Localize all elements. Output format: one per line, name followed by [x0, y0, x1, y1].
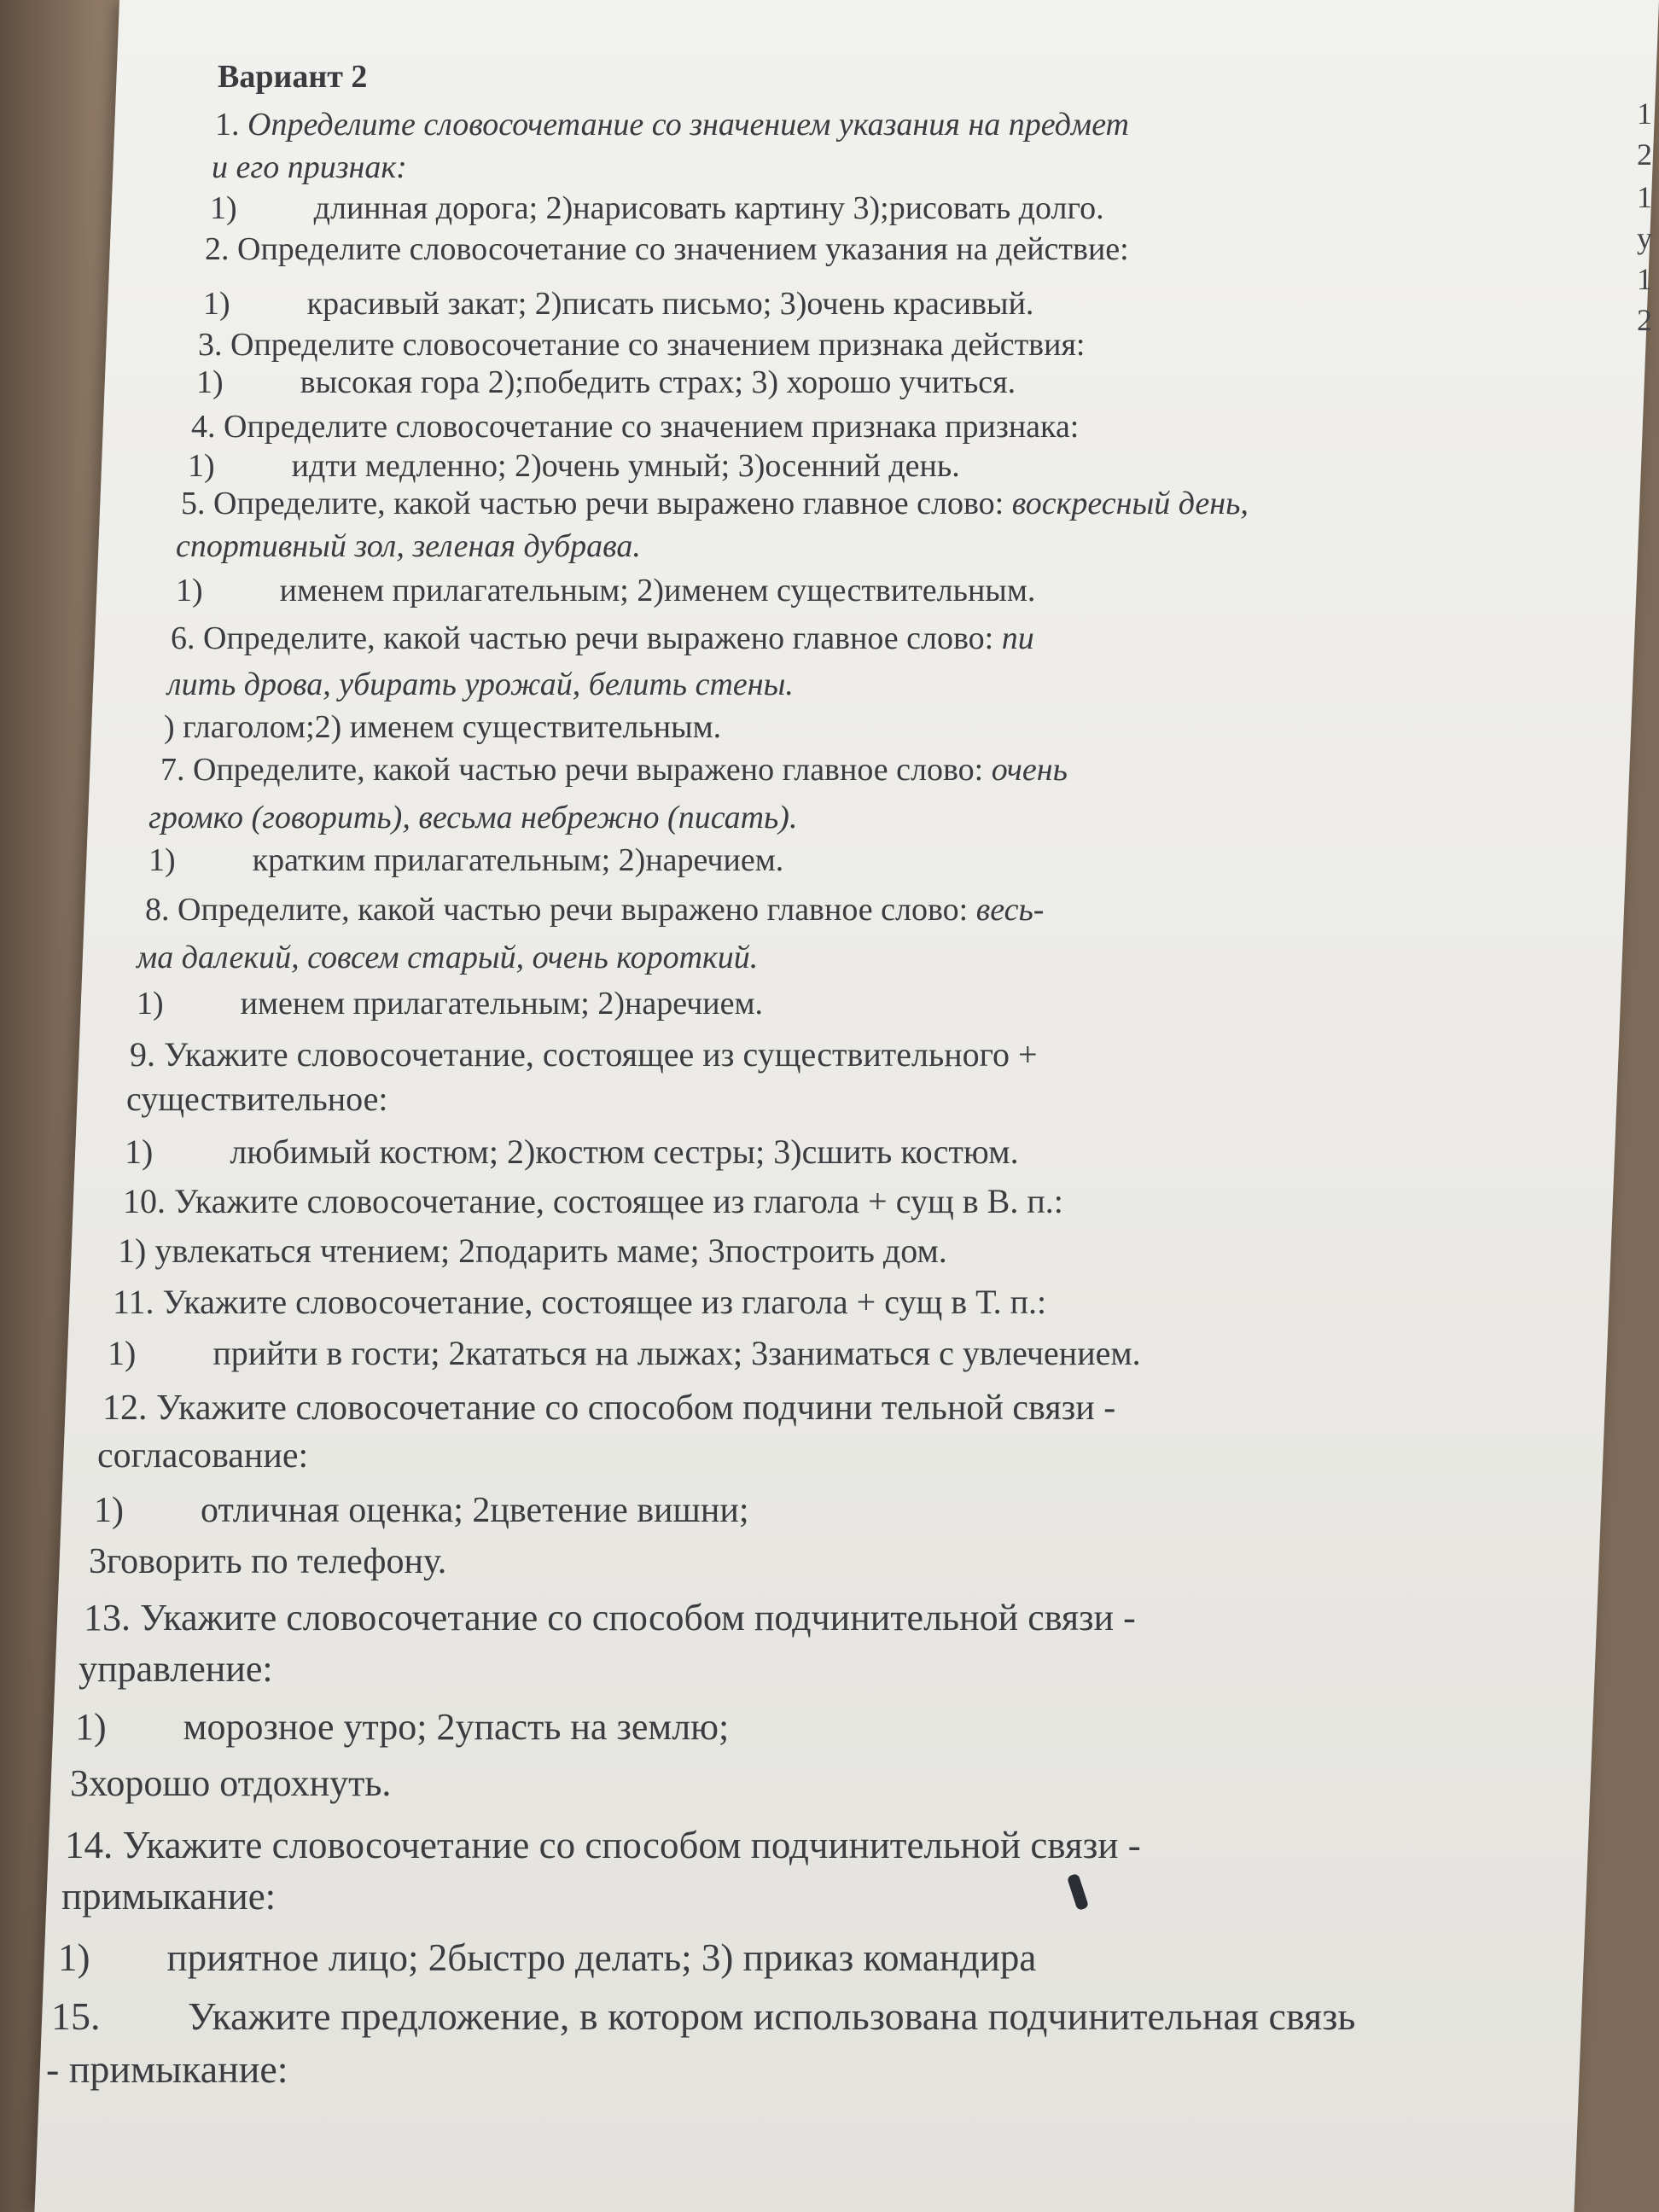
question-13-options-cont: 3хорошо отдохнуть. [70, 1762, 392, 1804]
options-text: кратким прилагательным; 2)наречием. [252, 842, 784, 878]
question-number: 10. [123, 1182, 166, 1220]
question-13-options [75, 1705, 729, 1749]
question-text: Укажите словосочетание со способом подчинительной связи - [140, 1597, 1136, 1639]
edge-char: 1 [1637, 96, 1652, 131]
option-marker: 1) [148, 842, 176, 878]
question-text: Определите словосочетание со значением указания на действие: [237, 231, 1129, 267]
edge-char: 2 [1637, 137, 1652, 172]
question-6 [171, 620, 1034, 657]
edge-char: 2 [1637, 303, 1652, 337]
question-number: 8. [145, 892, 170, 928]
options-text: прийти в гости; 2кататься на лыжах; 3заниматься с увлечением. [212, 1334, 1141, 1372]
question-10-options: 1) увлекаться чтением; 2подарить маме; 3построить дом. [118, 1231, 947, 1270]
question-8 [145, 891, 1044, 928]
options-text: именем прилагательным; 2)именем существительным. [279, 573, 1036, 608]
question-text: Определите словосочетание со значением признака признака: [224, 409, 1080, 445]
question-9-cont: существительное: [126, 1080, 388, 1118]
options-text: идти медленно; 2)очень умный; 3)осенний день. [291, 448, 960, 484]
question-11 [113, 1282, 1046, 1322]
question-number: 5. [181, 486, 206, 521]
question-1 [215, 106, 1129, 143]
question-number: 11. [113, 1283, 154, 1321]
question-1-cont: и его признак: [212, 149, 407, 185]
question-4-options [188, 447, 960, 485]
edge-char: 1 [1637, 180, 1652, 214]
question-12-cont: согласование: [97, 1436, 309, 1476]
question-5-cont: спортивный зол, зеленая дубрава. [176, 528, 641, 564]
question-number: 4. [191, 409, 216, 445]
option-marker: 1) [203, 286, 230, 322]
option-marker: 1) [188, 448, 215, 484]
option-marker: 1) [137, 986, 164, 1022]
question-4 [191, 408, 1079, 445]
option-marker: 1) [108, 1334, 137, 1372]
option-marker: 1) [58, 1936, 90, 1979]
question-6-options: ) глаголом;2) именем существительным. [164, 709, 722, 745]
question-12-options [94, 1490, 749, 1531]
question-number: 6. [171, 620, 195, 656]
options-text: морозное утро; 2упасть на землю; [183, 1706, 730, 1748]
question-number: 7. [160, 752, 185, 788]
question-text: Укажите словосочетание, состоящее из глагола + сущ в В. п.: [174, 1182, 1063, 1220]
question-text: Укажите словосочетание, состоящее из глагола + сущ в Т. п.: [162, 1283, 1047, 1321]
question-3-options [196, 364, 1016, 401]
question-15-cont: - примыкание: [46, 2047, 288, 2091]
question-14-cont: примыкание: [61, 1875, 276, 1918]
question-12 [102, 1388, 1115, 1429]
question-text: Укажите предложение, в котором использована подчинительная связь [188, 1994, 1356, 2038]
question-9-options [125, 1132, 1019, 1172]
options-text: приятное лицо; 2быстро делать; 3) приказ командира [166, 1936, 1037, 1979]
question-2 [205, 230, 1129, 268]
question-14-options [58, 1936, 1036, 1980]
question-text: Определите словосочетание со значением признака действия: [230, 327, 1086, 363]
question-15 [51, 1994, 1355, 2039]
question-13 [84, 1596, 1136, 1639]
question-7-cont: громко (говорить), весьма небрежно (писать). [148, 800, 798, 835]
edge-char: 1 [1637, 262, 1652, 296]
question-8-options [137, 985, 763, 1022]
option-marker: 1) [125, 1132, 154, 1171]
question-number: 3. [198, 327, 223, 363]
question-examples: очень [991, 752, 1068, 788]
question-9 [130, 1034, 1038, 1074]
question-10 [123, 1181, 1063, 1221]
option-marker: 1) [75, 1706, 107, 1748]
question-number: 9. [130, 1035, 155, 1074]
question-text: Определите словосочетание со значением указания на предмет [247, 107, 1129, 143]
options-text: именем прилагательным; 2)наречием. [240, 986, 763, 1022]
question-7-options [148, 841, 783, 879]
question-11-options [108, 1333, 1141, 1373]
question-text: Определите, какой частью речи выражено главное слово: [213, 486, 1004, 521]
question-text: Укажите словосочетание, состоящее из существительного + [164, 1035, 1038, 1074]
question-5-options [176, 572, 1035, 609]
question-5 [181, 485, 1249, 522]
question-13-cont: управление: [79, 1648, 273, 1690]
question-number: 13. [84, 1597, 131, 1639]
question-12-options-cont: 3говорить по телефону. [89, 1542, 447, 1581]
options-text: высокая гора 2);победить страх; 3) хорошо учиться. [300, 364, 1016, 400]
option-marker: 1) [94, 1491, 124, 1530]
variant-title: Вариант 2 [218, 59, 368, 95]
question-number: 1. [215, 107, 240, 143]
question-number: 14. [65, 1824, 114, 1866]
question-number: 12. [102, 1388, 148, 1428]
options-text: отличная оценка; 2цветение вишни; [201, 1491, 749, 1530]
question-number: 15. [51, 1994, 101, 2038]
question-text: Определите, какой частью речи выражено главное слово: [193, 752, 984, 788]
ink-mark [1067, 1873, 1089, 1911]
question-text: Определите, какой частью речи выражено главное слово: [203, 620, 994, 656]
question-7 [160, 751, 1068, 789]
question-examples: весь- [975, 892, 1045, 928]
options-text: красивый закат; 2)писать письмо; 3)очень красивый. [306, 286, 1034, 322]
question-examples: воскресный день, [1011, 486, 1249, 521]
options-text: любимый костюм; 2)костюм сестры; 3)сшить костюм. [230, 1132, 1019, 1171]
option-marker: 1) [210, 190, 237, 226]
question-text: Укажите словосочетание со способом подчинительной связи - [122, 1824, 1141, 1866]
question-3 [198, 326, 1086, 364]
question-text: Укажите словосочетание со способом подчини тельной связи - [156, 1388, 1116, 1428]
question-text: Определите, какой частью речи выражено главное слово: [178, 892, 969, 928]
options-text: длинная дорога; 2)нарисовать картину 3);рисовать долго. [313, 190, 1104, 226]
edge-char: у [1637, 221, 1652, 255]
option-marker: 1) [196, 364, 224, 400]
question-14 [65, 1823, 1141, 1867]
question-1-options [210, 189, 1104, 227]
question-number: 2. [205, 231, 230, 267]
question-examples: пи [1001, 620, 1034, 656]
question-8-cont: ма далекий, совсем старый, очень короткий. [137, 940, 759, 975]
question-6-cont: лить дрова, убирать урожай, белить стены. [167, 667, 794, 702]
option-marker: 1) [176, 573, 203, 608]
question-2-options [203, 285, 1033, 323]
